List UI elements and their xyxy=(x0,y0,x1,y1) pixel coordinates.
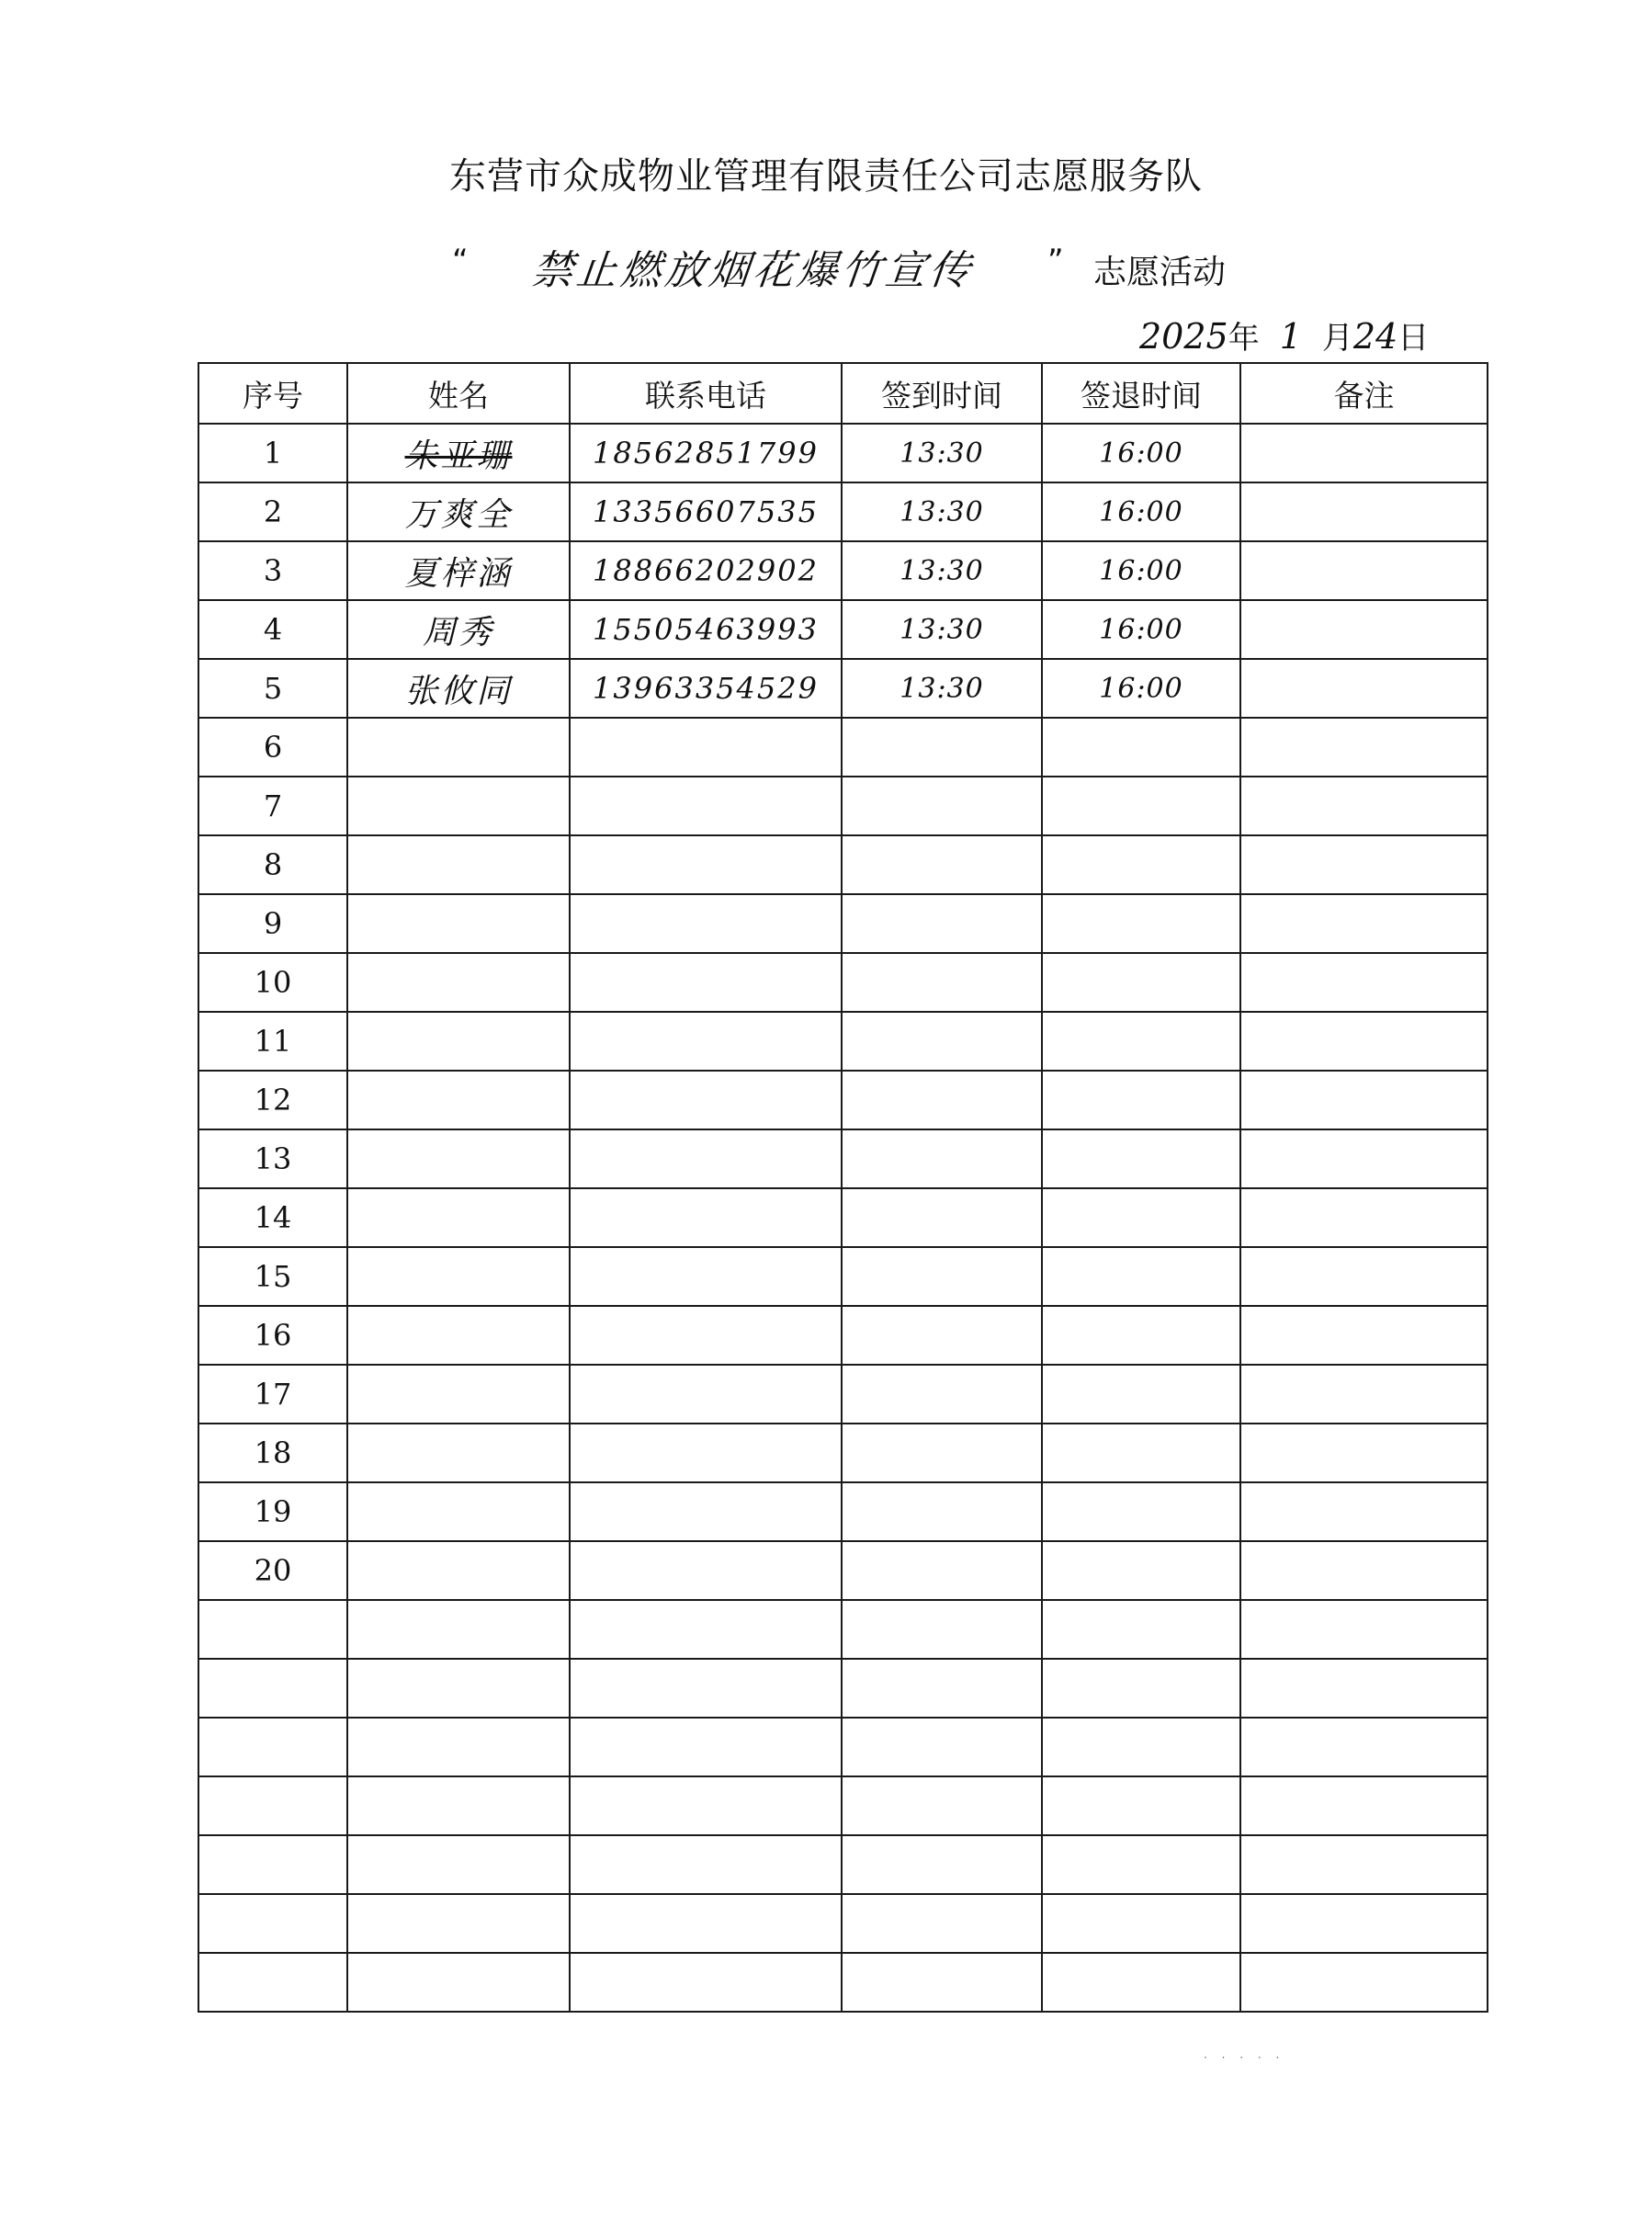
row-signin-cell xyxy=(842,1718,1042,1776)
row-name-cell: 周秀 xyxy=(347,600,570,659)
row-phone-cell xyxy=(570,1365,842,1424)
row-phone-cell xyxy=(570,1306,842,1365)
row-signin-cell xyxy=(842,835,1042,894)
row-note-cell xyxy=(1240,1541,1488,1600)
table-row xyxy=(198,1306,1488,1365)
col-header-phone: 联系电话 xyxy=(570,363,842,424)
row-name-cell: 万爽全 xyxy=(347,482,570,541)
row-signin-cell: 13:30 xyxy=(842,482,1042,541)
row-phone-cell xyxy=(570,1424,842,1482)
row-signin-cell xyxy=(842,1129,1042,1188)
row-index-cell: 20 xyxy=(198,1541,347,1600)
row-signin-cell xyxy=(842,1776,1042,1835)
col-header-note: 备注 xyxy=(1240,363,1488,424)
row-note-cell xyxy=(1240,1718,1488,1776)
row-phone-cell xyxy=(570,1835,842,1894)
row-phone-cell xyxy=(570,1247,842,1306)
row-name-cell: 张攸同 xyxy=(347,659,570,718)
row-name-cell xyxy=(347,1306,570,1365)
row-note-cell xyxy=(1240,1012,1488,1071)
row-signout-cell: 16:00 xyxy=(1042,659,1240,718)
row-name-cell xyxy=(347,1541,570,1600)
col-header-name: 姓名 xyxy=(347,363,570,424)
row-signin-cell: 13:30 xyxy=(842,541,1042,600)
row-note-cell xyxy=(1240,1835,1488,1894)
row-signout-cell xyxy=(1042,1129,1240,1188)
table-row xyxy=(198,1718,1488,1776)
row-note-cell xyxy=(1240,953,1488,1012)
table-row xyxy=(198,1541,1488,1600)
table-row xyxy=(198,600,1488,659)
row-index-cell: 19 xyxy=(198,1482,347,1541)
row-index-cell xyxy=(198,1600,347,1659)
row-index-cell: 10 xyxy=(198,953,347,1012)
table-row xyxy=(198,1894,1488,1953)
table-row xyxy=(198,718,1488,777)
row-phone-cell: 18866202902 xyxy=(570,541,842,600)
row-signout-cell: 16:00 xyxy=(1042,541,1240,600)
row-note-cell xyxy=(1240,1071,1488,1129)
row-signin-cell xyxy=(842,953,1042,1012)
row-signin-cell xyxy=(842,1012,1042,1071)
row-signin-cell: 13:30 xyxy=(842,659,1042,718)
col-header-signin-time: 签到时间 xyxy=(842,363,1042,424)
row-name-cell xyxy=(347,1600,570,1659)
row-index-cell: 17 xyxy=(198,1365,347,1424)
row-phone-cell: 13356607535 xyxy=(570,482,842,541)
date-year: 2025 xyxy=(1139,316,1228,357)
row-phone-cell xyxy=(570,953,842,1012)
row-signin-cell xyxy=(842,894,1042,953)
row-signout-cell: 16:00 xyxy=(1042,424,1240,482)
row-note-cell xyxy=(1240,1953,1488,2012)
row-signout-cell xyxy=(1042,1365,1240,1424)
row-signout-cell xyxy=(1042,1482,1240,1541)
table-row xyxy=(198,1835,1488,1894)
row-phone-cell xyxy=(570,718,842,777)
row-name-cell: 朱亚珊 xyxy=(347,424,570,482)
row-note-cell xyxy=(1240,482,1488,541)
row-index-cell: 16 xyxy=(198,1306,347,1365)
row-phone-cell xyxy=(570,1071,842,1129)
row-signin-cell xyxy=(842,1953,1042,2012)
row-phone-cell xyxy=(570,1188,842,1247)
row-phone-cell xyxy=(570,1600,842,1659)
row-index-cell: 12 xyxy=(198,1071,347,1129)
date-day: 24 xyxy=(1352,316,1398,357)
row-name-cell xyxy=(347,953,570,1012)
row-phone-cell xyxy=(570,835,842,894)
row-index-cell: 5 xyxy=(198,659,347,718)
row-note-cell xyxy=(1240,1482,1488,1541)
col-header-index: 序号 xyxy=(198,363,347,424)
row-signout-cell xyxy=(1042,1247,1240,1306)
row-phone-cell: 18562851799 xyxy=(570,424,842,482)
row-phone-cell xyxy=(570,1953,842,2012)
row-name-cell xyxy=(347,1659,570,1718)
row-note-cell xyxy=(1240,1659,1488,1718)
row-phone-cell xyxy=(570,1541,842,1600)
row-note-cell xyxy=(1240,835,1488,894)
row-index-cell xyxy=(198,1776,347,1835)
row-index-cell: 2 xyxy=(198,482,347,541)
org-title: 东营市众成物业管理有限责任公司志愿服务队 xyxy=(449,155,1203,198)
row-name-cell xyxy=(347,1247,570,1306)
row-signout-cell xyxy=(1042,1541,1240,1600)
row-note-cell xyxy=(1240,894,1488,953)
row-name-cell xyxy=(347,1953,570,2012)
row-note-cell xyxy=(1240,659,1488,718)
row-index-cell: 11 xyxy=(198,1012,347,1071)
row-phone-cell xyxy=(570,1894,842,1953)
table-row xyxy=(198,1188,1488,1247)
row-index-cell xyxy=(198,1894,347,1953)
row-signout-cell xyxy=(1042,1600,1240,1659)
table-row xyxy=(198,1247,1488,1306)
row-note-cell xyxy=(1240,600,1488,659)
row-index-cell xyxy=(198,1718,347,1776)
table-row xyxy=(198,424,1488,482)
row-name-cell xyxy=(347,1718,570,1776)
table-row xyxy=(198,1600,1488,1659)
row-signin-cell xyxy=(842,777,1042,835)
row-name-cell xyxy=(347,1894,570,1953)
row-phone-cell xyxy=(570,1776,842,1835)
row-name-cell xyxy=(347,894,570,953)
table-row xyxy=(198,1424,1488,1482)
row-signin-cell xyxy=(842,1600,1042,1659)
date-month-label: 月 xyxy=(1321,320,1353,357)
col-header-signout-time: 签退时间 xyxy=(1042,363,1240,424)
row-note-cell xyxy=(1240,1894,1488,1953)
row-name-cell xyxy=(347,1012,570,1071)
row-signin-cell xyxy=(842,1659,1042,1718)
row-signout-cell xyxy=(1042,1659,1240,1718)
table-row xyxy=(198,1482,1488,1541)
row-signin-cell: 13:30 xyxy=(842,424,1042,482)
table-row xyxy=(198,894,1488,953)
row-phone-cell: 15505463993 xyxy=(570,600,842,659)
row-name-cell xyxy=(347,1482,570,1541)
row-signout-cell: 16:00 xyxy=(1042,600,1240,659)
table-row xyxy=(198,835,1488,894)
row-note-cell xyxy=(1240,1306,1488,1365)
row-index-cell: 6 xyxy=(198,718,347,777)
row-phone-cell xyxy=(570,1482,842,1541)
scan-specks: · · · · · xyxy=(1204,2051,1285,2064)
row-signin-cell xyxy=(842,1894,1042,1953)
row-name-cell xyxy=(347,1365,570,1424)
row-signout-cell xyxy=(1042,777,1240,835)
table-row xyxy=(198,1129,1488,1188)
row-signout-cell xyxy=(1042,953,1240,1012)
row-signout-cell: 16:00 xyxy=(1042,482,1240,541)
row-phone-cell xyxy=(570,1129,842,1188)
row-note-cell xyxy=(1240,1776,1488,1835)
row-note-cell xyxy=(1240,424,1488,482)
table-row xyxy=(198,659,1488,718)
row-index-cell: 18 xyxy=(198,1424,347,1482)
row-signout-cell xyxy=(1042,1776,1240,1835)
row-phone-cell xyxy=(570,1012,842,1071)
row-index-cell: 8 xyxy=(198,835,347,894)
row-signout-cell xyxy=(1042,1894,1240,1953)
row-name-cell xyxy=(347,835,570,894)
row-index-cell xyxy=(198,1835,347,1894)
row-note-cell xyxy=(1240,718,1488,777)
table-row xyxy=(198,1012,1488,1071)
row-signout-cell xyxy=(1042,1953,1240,2012)
row-note-cell xyxy=(1240,777,1488,835)
table-row xyxy=(198,482,1488,541)
row-signin-cell xyxy=(842,1306,1042,1365)
row-index-cell: 9 xyxy=(198,894,347,953)
row-index-cell: 1 xyxy=(198,424,347,482)
row-note-cell xyxy=(1240,1365,1488,1424)
row-index-cell: 3 xyxy=(198,541,347,600)
table-row xyxy=(198,1953,1488,2012)
table-row xyxy=(198,1071,1488,1129)
row-note-cell xyxy=(1240,1129,1488,1188)
row-signout-cell xyxy=(1042,718,1240,777)
row-name-cell xyxy=(347,1188,570,1247)
row-name-cell xyxy=(347,1071,570,1129)
row-signin-cell xyxy=(842,1541,1042,1600)
table-row xyxy=(198,777,1488,835)
row-signin-cell xyxy=(842,718,1042,777)
row-signin-cell xyxy=(842,1365,1042,1424)
row-phone-cell xyxy=(570,1659,842,1718)
row-signout-cell xyxy=(1042,894,1240,953)
row-name-cell xyxy=(347,1835,570,1894)
row-index-cell: 14 xyxy=(198,1188,347,1247)
row-index-cell: 7 xyxy=(198,777,347,835)
row-name-cell xyxy=(347,718,570,777)
row-index-cell xyxy=(198,1953,347,2012)
row-name-cell xyxy=(347,1776,570,1835)
row-signout-cell xyxy=(1042,835,1240,894)
date-month: 1 xyxy=(1279,316,1302,357)
table-row xyxy=(198,1365,1488,1424)
row-signout-cell xyxy=(1042,1424,1240,1482)
table-row xyxy=(198,541,1488,600)
row-name-cell xyxy=(347,777,570,835)
activity-open-quote: “ xyxy=(452,243,469,279)
row-note-cell xyxy=(1240,1188,1488,1247)
activity-suffix: 志愿活动 xyxy=(1093,254,1227,291)
row-signout-cell xyxy=(1042,1071,1240,1129)
row-signout-cell xyxy=(1042,1718,1240,1776)
row-signout-cell xyxy=(1042,1835,1240,1894)
row-phone-cell xyxy=(570,1718,842,1776)
date-year-label: 年 xyxy=(1228,320,1260,357)
row-signin-cell: 13:30 xyxy=(842,600,1042,659)
row-signin-cell xyxy=(842,1482,1042,1541)
row-signin-cell xyxy=(842,1247,1042,1306)
row-note-cell xyxy=(1240,1600,1488,1659)
row-name-cell: 夏梓涵 xyxy=(347,541,570,600)
row-note-cell xyxy=(1240,1424,1488,1482)
activity-close-quote: ” xyxy=(1047,243,1064,279)
row-signin-cell xyxy=(842,1424,1042,1482)
activity-topic-handwritten: 禁止燃放烟花爆竹宣传 xyxy=(529,247,977,294)
table-row xyxy=(198,1659,1488,1718)
row-name-cell xyxy=(347,1129,570,1188)
row-note-cell xyxy=(1240,1247,1488,1306)
table-row xyxy=(198,953,1488,1012)
date-day-label: 日 xyxy=(1397,320,1430,357)
row-signin-cell xyxy=(842,1188,1042,1247)
row-phone-cell xyxy=(570,777,842,835)
row-name-cell xyxy=(347,1424,570,1482)
row-note-cell xyxy=(1240,541,1488,600)
row-signin-cell xyxy=(842,1071,1042,1129)
row-index-cell: 15 xyxy=(198,1247,347,1306)
row-phone-cell: 13963354529 xyxy=(570,659,842,718)
row-phone-cell xyxy=(570,894,842,953)
row-signout-cell xyxy=(1042,1188,1240,1247)
table-row xyxy=(198,1776,1488,1835)
row-signout-cell xyxy=(1042,1012,1240,1071)
date-line xyxy=(1139,312,1429,357)
row-index-cell: 4 xyxy=(198,600,347,659)
table-header-row xyxy=(198,363,1488,424)
row-index-cell: 13 xyxy=(198,1129,347,1188)
row-index-cell xyxy=(198,1659,347,1718)
row-signin-cell xyxy=(842,1835,1042,1894)
row-signout-cell xyxy=(1042,1306,1240,1365)
signin-table xyxy=(198,362,1488,2013)
